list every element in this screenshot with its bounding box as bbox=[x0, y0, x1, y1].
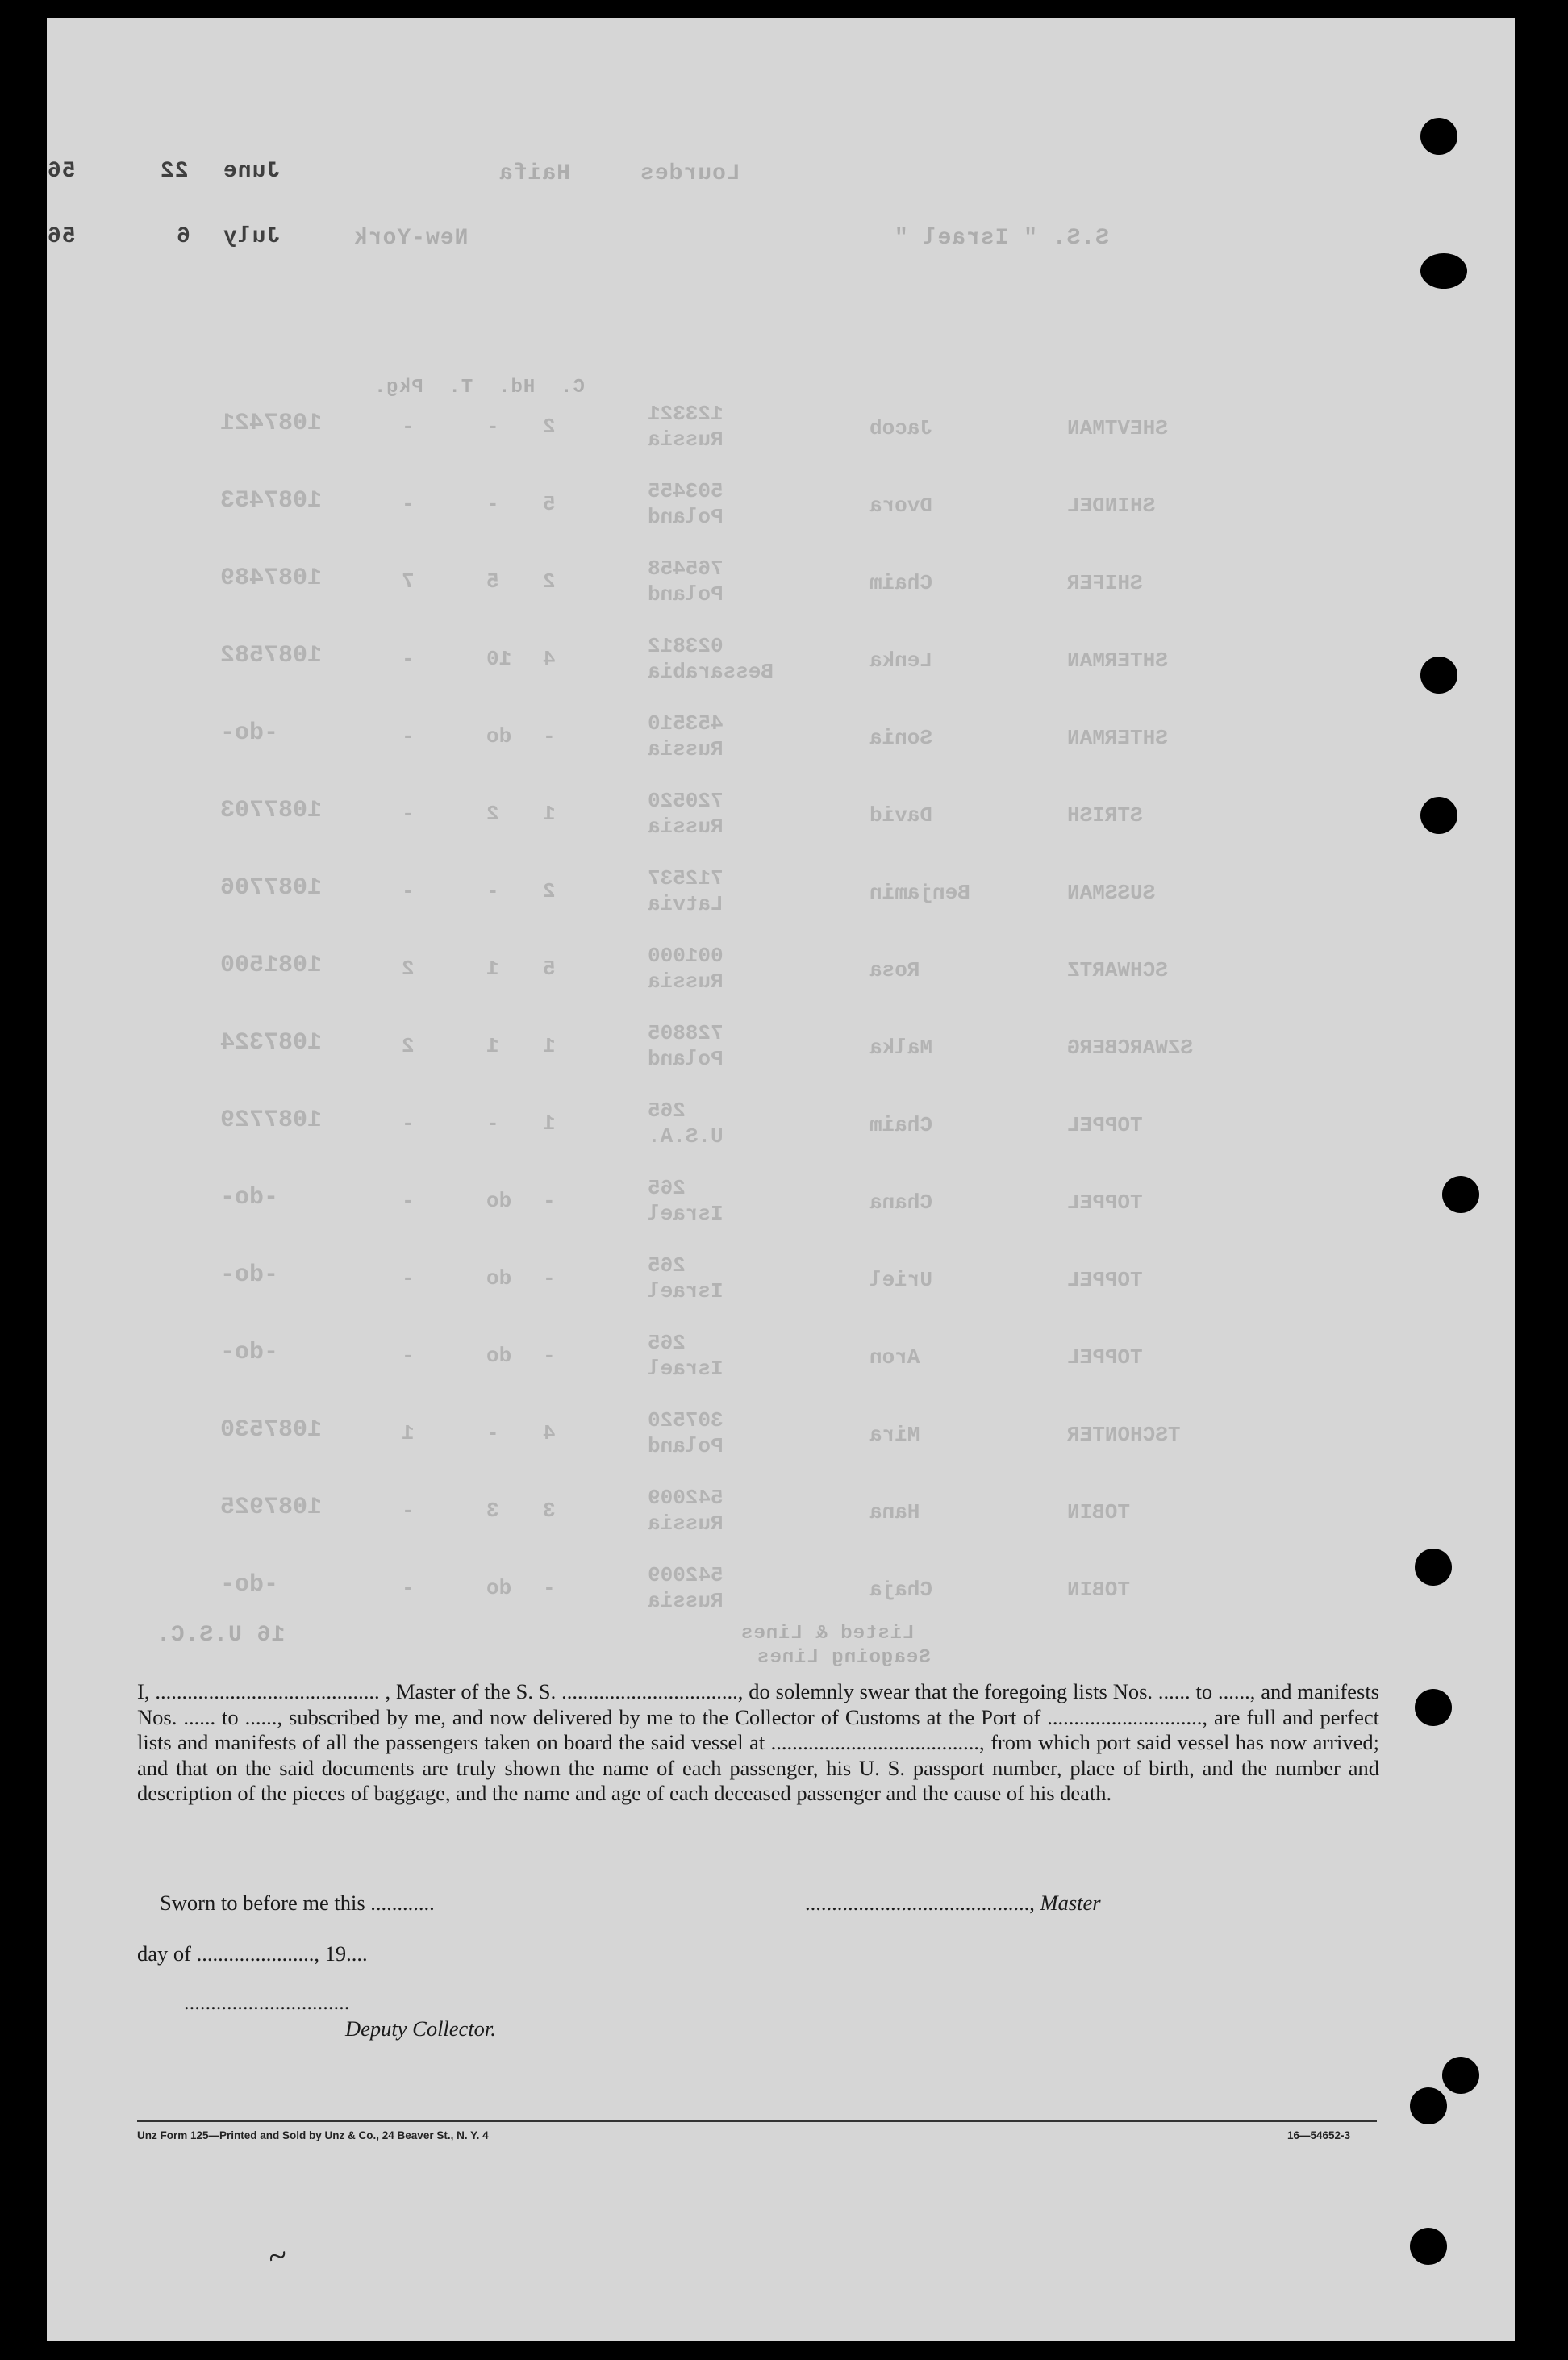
bleed-cell-code: 265 bbox=[648, 1099, 686, 1123]
bleed-cell-country: Russia bbox=[648, 815, 724, 839]
bleed-cell-c1: 1 bbox=[543, 802, 556, 826]
bleed-cell-passport: -do- bbox=[220, 1184, 279, 1211]
oath-text-body: ................................., do solemnly swear that the foregoing lists Nos. ...... to ......, and manifests Nos. ...... to ......, subscribed by me, and now delivered by me to the Collector of Customs at the Port of ............................., are full and perfect lists and manifests of all the passengers taken on board the said vessel at ......................................., from which port said vessel has now arrived; and that on the said documents are truly shown the name of each passenger, his U. S. passport number, place of birth, and the number and description of the pieces of baggage, and the name and age of each deceased passenger and the cause of his death. bbox=[137, 1679, 1379, 1805]
punch-hole bbox=[1410, 2087, 1447, 2124]
bleed-cell-c2: 3 bbox=[486, 1499, 499, 1523]
bleed-cell-given: Chaim bbox=[869, 1113, 933, 1137]
bleed-cell-surname: SHTERMAN bbox=[1067, 648, 1168, 673]
bleed-cell-given: David bbox=[869, 803, 933, 828]
bleed-cell-passport: 1087706 bbox=[220, 874, 323, 902]
bleed-cell-c3: 2 bbox=[402, 1034, 415, 1058]
bleed-cell-passport: 1087582 bbox=[220, 642, 323, 669]
bleed-cell-country: Russia bbox=[648, 737, 724, 761]
punch-hole bbox=[1420, 118, 1457, 155]
bleed-cell-c3: - bbox=[402, 1189, 415, 1213]
bleed-cell-c3: 7 bbox=[402, 569, 415, 594]
bleed-table-row bbox=[47, 1018, 1515, 1074]
bleed-cell-c1: 4 bbox=[543, 647, 556, 671]
bleed-cell-given: Malka bbox=[869, 1036, 933, 1060]
bleed-cell-code: 542009 bbox=[648, 1486, 724, 1510]
bleed-cell-c2: - bbox=[486, 1421, 499, 1445]
bleed-cell-country: U.S.A. bbox=[648, 1124, 724, 1149]
punch-hole bbox=[1442, 2057, 1479, 2094]
bleed-cell-country: Israel bbox=[648, 1357, 724, 1381]
bleed-cell-surname: TSCHONTER bbox=[1067, 1423, 1181, 1447]
bleed-cell-c1: 5 bbox=[543, 492, 556, 516]
bleed-header-place-2: New-York bbox=[353, 226, 469, 251]
bleed-cell-given: Hana bbox=[869, 1500, 920, 1524]
bleed-table-row bbox=[47, 786, 1515, 842]
form-number: 16—54652-3 bbox=[1287, 2129, 1351, 2141]
bleed-cell-surname: TOPPEL bbox=[1067, 1268, 1143, 1292]
bleed-cell-surname: SHEVTMAN bbox=[1067, 416, 1168, 440]
bleed-table-row bbox=[47, 1405, 1515, 1461]
bleed-col-hd: Hd. bbox=[498, 377, 536, 398]
bleed-col-pkg: Pkg. bbox=[373, 377, 423, 398]
bleed-cell-country: Russia bbox=[648, 969, 724, 994]
bleed-table-row bbox=[47, 553, 1515, 610]
bleed-cell-c2: do bbox=[486, 724, 512, 748]
bleed-cell-c2: - bbox=[486, 879, 499, 903]
footer-rule bbox=[137, 2120, 1377, 2122]
bleed-cell-passport: 1087703 bbox=[220, 797, 323, 824]
bleed-cell-surname: TOBIN bbox=[1067, 1578, 1131, 1602]
bleed-cell-c1: - bbox=[543, 1189, 556, 1213]
bleed-cell-c1: - bbox=[543, 1266, 556, 1290]
bleed-cell-c1: 3 bbox=[543, 1499, 556, 1523]
bleed-footer-left: 16 U.S.C. bbox=[156, 1623, 286, 1648]
bleed-cell-country: Russia bbox=[648, 1511, 724, 1536]
manifest-page bbox=[47, 18, 1515, 2341]
bleed-cell-code: 265 bbox=[648, 1331, 686, 1355]
bleed-cell-c3: - bbox=[402, 724, 415, 748]
bleed-col-c: C. bbox=[560, 377, 585, 398]
bleed-cell-given: Jacob bbox=[869, 416, 933, 440]
bleed-header-num-1: 56 bbox=[47, 159, 76, 184]
bleed-cell-passport: 1087324 bbox=[220, 1029, 323, 1057]
bleed-header-extra-1: Lourdes bbox=[640, 161, 740, 186]
bleed-cell-given: Dvora bbox=[869, 494, 933, 518]
bleed-cell-c3: - bbox=[402, 1499, 415, 1523]
bleed-cell-c2: do bbox=[486, 1344, 512, 1368]
sworn-line: Sworn to before me this ............ bbox=[160, 1891, 435, 1915]
bleed-cell-surname: SUSSMAN bbox=[1067, 881, 1156, 905]
bleed-cell-country: Poland bbox=[648, 582, 724, 607]
bleed-table-row bbox=[47, 708, 1515, 765]
bleed-cell-c2: - bbox=[486, 1111, 499, 1136]
bleed-cell-given: Chaja bbox=[869, 1578, 933, 1602]
bleed-cell-c1: 4 bbox=[543, 1421, 556, 1445]
bleed-cell-given: Rosa bbox=[869, 958, 920, 982]
bleed-cell-c2: do bbox=[486, 1576, 512, 1600]
bleed-cell-surname: STRISH bbox=[1067, 803, 1143, 828]
bleed-cell-code: 542009 bbox=[648, 1563, 724, 1587]
bleed-cell-surname: SHTERMAN bbox=[1067, 726, 1168, 750]
bleed-cell-country: Poland bbox=[648, 505, 724, 529]
bleed-table-row bbox=[47, 1173, 1515, 1229]
bleed-cell-c2: - bbox=[486, 415, 499, 439]
bleed-cell-c3: - bbox=[402, 1576, 415, 1600]
bleed-cell-given: Chana bbox=[869, 1190, 933, 1215]
bleed-cell-country: Israel bbox=[648, 1202, 724, 1226]
bleed-cell-code: 503455 bbox=[648, 479, 724, 503]
bleed-cell-passport: -do- bbox=[220, 1571, 279, 1599]
bleed-cell-c2: 10 bbox=[486, 647, 512, 671]
bleed-table-row bbox=[47, 631, 1515, 687]
bleed-cell-c3: - bbox=[402, 802, 415, 826]
bleed-cell-given: Lenka bbox=[869, 648, 933, 673]
bleed-cell-passport: 1087925 bbox=[220, 1494, 323, 1521]
bleed-cell-code: 265 bbox=[648, 1176, 686, 1200]
bleed-cell-c2: 1 bbox=[486, 1034, 499, 1058]
bleed-table-row bbox=[47, 1250, 1515, 1307]
bleed-cell-given: Mira bbox=[869, 1423, 920, 1447]
day-of-line: day of ......................, 19.... bbox=[137, 1941, 368, 1966]
bleed-cell-passport: 1087530 bbox=[220, 1416, 323, 1444]
printer-credit: Unz Form 125—Printed and Sold by Unz & Co., 24 Beaver St., N. Y. 4 bbox=[137, 2129, 489, 2141]
bleed-cell-given: Uriel bbox=[869, 1268, 933, 1292]
bleed-header-num-2: 56 bbox=[47, 224, 76, 249]
bleed-cell-surname: TOPPEL bbox=[1067, 1345, 1143, 1370]
bleed-cell-surname: SCHWARTZ bbox=[1067, 958, 1168, 982]
bleed-cell-given: Sonia bbox=[869, 726, 933, 750]
bleed-ship-name: S.S. " Israel " bbox=[894, 226, 1110, 251]
bleed-cell-surname: SZWARCBERG bbox=[1067, 1036, 1194, 1060]
bleed-table-row bbox=[47, 398, 1515, 455]
bleed-cell-country: Poland bbox=[648, 1434, 724, 1458]
punch-hole bbox=[1415, 1689, 1452, 1726]
bleed-cell-c1: - bbox=[543, 1576, 556, 1600]
bleed-cell-c3: - bbox=[402, 1266, 415, 1290]
bleed-cell-country: Latvia bbox=[648, 892, 724, 916]
bleed-header-month-1: June bbox=[223, 159, 281, 184]
bleed-cell-country: Russia bbox=[648, 1589, 724, 1613]
bleed-cell-c3: - bbox=[402, 647, 415, 671]
bleed-cell-passport: -do- bbox=[220, 1261, 279, 1289]
bleed-cell-passport: -do- bbox=[220, 719, 279, 747]
deputy-collector-label: Deputy Collector. bbox=[345, 2016, 496, 2041]
bleed-table-row bbox=[47, 1095, 1515, 1152]
bleed-header-month-2: July bbox=[223, 224, 281, 249]
master-signature-line bbox=[805, 1891, 1101, 1916]
bleed-col-t: T. bbox=[448, 377, 473, 398]
oath-paragraph bbox=[137, 1679, 1379, 1807]
bleed-cell-code: 023812 bbox=[648, 634, 724, 658]
bleed-cell-surname: SHIFER bbox=[1067, 571, 1143, 595]
bleed-cell-c3: - bbox=[402, 415, 415, 439]
bleed-header-day-2: 6 bbox=[176, 224, 190, 249]
bleed-cell-c1: 2 bbox=[543, 879, 556, 903]
bleed-cell-c2: 5 bbox=[486, 569, 499, 594]
bleed-cell-given: Chaim bbox=[869, 571, 933, 595]
bleed-cell-code: 001000 bbox=[648, 944, 724, 968]
bleed-cell-code: 728805 bbox=[648, 1021, 724, 1045]
bleed-cell-c2: - bbox=[486, 492, 499, 516]
bleed-cell-country: Poland bbox=[648, 1047, 724, 1071]
bleed-table-row bbox=[47, 1328, 1515, 1384]
bleed-cell-c3: - bbox=[402, 492, 415, 516]
bleed-header-day-1: 22 bbox=[160, 159, 189, 184]
bleed-cell-c1: 1 bbox=[543, 1111, 556, 1136]
master-dots: .........................................., bbox=[805, 1891, 1035, 1915]
bleed-cell-c3: 2 bbox=[402, 957, 415, 981]
bleed-cell-c3: - bbox=[402, 879, 415, 903]
collector-dots: ............................... bbox=[184, 1990, 350, 2014]
bleed-cell-passport: 1081500 bbox=[220, 952, 323, 979]
bleed-footer-right-2: Seagoing Lines bbox=[757, 1647, 931, 1669]
bleed-cell-c3: - bbox=[402, 1344, 415, 1368]
bleed-cell-c3: 1 bbox=[402, 1421, 415, 1445]
bleed-cell-surname: TOBIN bbox=[1067, 1500, 1131, 1524]
bleed-cell-code: 453510 bbox=[648, 711, 724, 736]
bleed-cell-country: Russia bbox=[648, 427, 724, 452]
bleed-cell-c2: do bbox=[486, 1189, 512, 1213]
bleed-cell-surname: TOPPEL bbox=[1067, 1190, 1143, 1215]
bleed-cell-code: 720520 bbox=[648, 789, 724, 813]
bleed-cell-given: Aron bbox=[869, 1345, 920, 1370]
punch-hole bbox=[1420, 797, 1457, 834]
bleed-cell-code: 712537 bbox=[648, 866, 724, 890]
bleed-footer-right-1: Listed & Lines bbox=[740, 1623, 915, 1645]
bleed-cell-c1: - bbox=[543, 1344, 556, 1368]
oath-text-start: I, .......................................... , Master of the S. S. bbox=[137, 1679, 562, 1703]
punch-hole bbox=[1415, 1549, 1452, 1586]
bleed-cell-code: 765458 bbox=[648, 557, 724, 581]
bleed-cell-code: 265 bbox=[648, 1253, 686, 1278]
bleed-table-row bbox=[47, 863, 1515, 919]
bleed-cell-country: Israel bbox=[648, 1279, 724, 1303]
punch-hole bbox=[1420, 253, 1467, 289]
punch-hole bbox=[1420, 657, 1457, 694]
bleed-cell-passport: 1087421 bbox=[220, 410, 323, 437]
bleed-cell-code: 123321 bbox=[648, 402, 724, 426]
punch-hole bbox=[1442, 1176, 1479, 1213]
bleed-cell-c3: - bbox=[402, 1111, 415, 1136]
bleed-table-row bbox=[47, 476, 1515, 532]
bleed-cell-country: Bessarabia bbox=[648, 660, 774, 684]
bleed-table-row bbox=[47, 1560, 1515, 1616]
punch-hole bbox=[1410, 2228, 1447, 2265]
bleed-cell-surname: SHINDEL bbox=[1067, 494, 1156, 518]
bleed-cell-c1: 1 bbox=[543, 1034, 556, 1058]
bleed-cell-c2: 2 bbox=[486, 802, 499, 826]
bleed-cell-surname: TOPPEL bbox=[1067, 1113, 1143, 1137]
bleed-cell-c2: 1 bbox=[486, 957, 499, 981]
bleed-cell-passport: 1087729 bbox=[220, 1107, 323, 1134]
master-label: Master bbox=[1040, 1891, 1101, 1915]
bleed-cell-c2: do bbox=[486, 1266, 512, 1290]
bleed-cell-passport: -do- bbox=[220, 1339, 279, 1366]
bleed-cell-c1: 2 bbox=[543, 415, 556, 439]
handwritten-mark: ~ bbox=[264, 2236, 292, 2278]
bleed-cell-passport: 1087453 bbox=[220, 487, 323, 515]
bleed-cell-c1: 2 bbox=[543, 569, 556, 594]
bleed-cell-code: 307520 bbox=[648, 1408, 724, 1432]
bleed-cell-c1: 5 bbox=[543, 957, 556, 981]
bleed-cell-c1: - bbox=[543, 724, 556, 748]
bleed-table-row bbox=[47, 940, 1515, 997]
bleed-table-row bbox=[47, 1482, 1515, 1539]
bleed-header-place-1: Haifa bbox=[498, 161, 571, 186]
bleed-cell-given: Benjamin bbox=[869, 881, 970, 905]
bleed-cell-passport: 1087489 bbox=[220, 565, 323, 592]
